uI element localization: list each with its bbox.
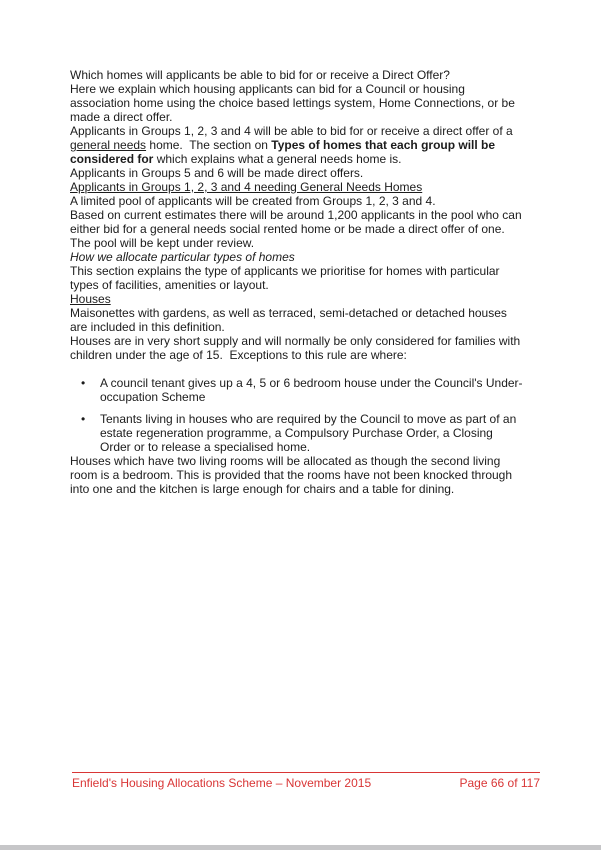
general-needs-underlined-text: general needs bbox=[70, 138, 147, 152]
heading-direct-offer: Which homes will applicants be able to bid for or receive a Direct Offer? bbox=[70, 68, 450, 82]
subheading-general-needs-homes: Applicants in Groups 1, 2, 3 and 4 needing General Needs Homes bbox=[70, 180, 423, 194]
footer-document-title: Enfield's Housing Allocations Scheme – November 2015 bbox=[72, 776, 372, 790]
bullet-text-under-occupation: A council tenant gives up a 4, 5 or 6 bedroom house under the Council's Under-occupation Scheme bbox=[100, 376, 523, 404]
paragraph-groups-56: Applicants in Groups 5 and 6 will be made direct offers. bbox=[70, 166, 364, 180]
paragraph-groups-1234 bbox=[70, 124, 524, 166]
types-of-homes-bold-text: Types of homes that each group will be considered for bbox=[70, 138, 496, 166]
paragraph-groups-1234-part1: Applicants in Groups 1, 2, 3 and 4 will be able to bid for or receive a direct offer of a bbox=[70, 124, 513, 138]
paragraph-groups-1234-part2: home. The section on bbox=[146, 138, 272, 152]
bullet-item-under-occupation bbox=[70, 376, 524, 404]
bullet-icon: • bbox=[81, 376, 86, 390]
footer-page-number: Page 66 of 117 bbox=[459, 776, 540, 790]
paragraph-section-explains: This section explains the type of applicants we prioritise for homes with particular types of facilities, amenities or layout. bbox=[70, 264, 500, 292]
paragraph-two-living-rooms: Houses which have two living rooms will be allocated as though the second living room is a bedroom. This is provided that the rooms have not been knocked through into one and the kitchen is large enough for chairs and a table for dining. bbox=[70, 454, 513, 496]
page-footer bbox=[72, 772, 540, 790]
paragraph-maisonettes: Maisonettes with gardens, as well as terraced, semi-detached or detached houses are included in this definition. bbox=[70, 306, 507, 334]
paragraph-estimates: Based on current estimates there will be around 1,200 applicants in the pool who can either bid for a general needs social rented home or be made a direct offer of one. The pool will be kept under review. bbox=[70, 208, 522, 250]
paragraph-intro: Here we explain which housing applicants can bid for a Council or housing association home using the choice based lettings system, Home Connections, or be made a direct offer. bbox=[70, 82, 515, 124]
paragraph-groups-1234-part3: which explains what a general needs home is. bbox=[153, 152, 402, 166]
paragraph-short-supply: Houses are in very short supply and will normally be only considered for families with children under the age of 15. Exceptions to this rule are where: bbox=[70, 334, 521, 362]
paragraph-limited-pool: A limited pool of applicants will be created from Groups 1, 2, 3 and 4. bbox=[70, 194, 436, 208]
subheading-houses: Houses bbox=[70, 292, 111, 306]
bullet-icon: • bbox=[81, 412, 86, 426]
bullet-text-estate-regeneration: Tenants living in houses who are required by the Council to move as part of an estate regeneration programme, a Compulsory Purchase Order, a Closing Order or to release a specialised home. bbox=[100, 412, 517, 454]
page-bottom-edge bbox=[0, 845, 601, 850]
document-content bbox=[70, 68, 524, 496]
bullet-item-estate-regeneration bbox=[70, 412, 524, 454]
heading-how-we-allocate: How we allocate particular types of homes bbox=[70, 250, 295, 264]
